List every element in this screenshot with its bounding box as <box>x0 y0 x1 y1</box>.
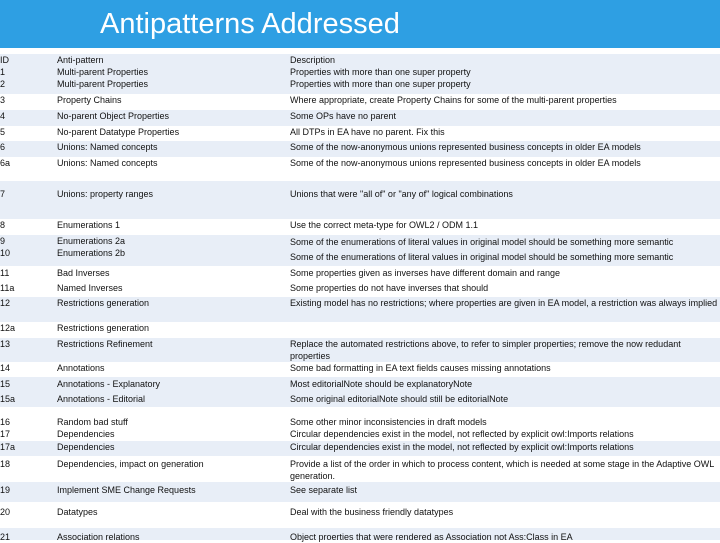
row-id: 15 15a <box>0 379 16 404</box>
row-description: Object proerties that were rendered as Association not Ass:Class in EA <box>290 532 573 542</box>
row-id: 3 <box>0 95 6 105</box>
row-antipattern: No-parent Datatype Properties <box>57 127 180 137</box>
table-row <box>0 482 720 502</box>
row-id: 9 10 <box>0 236 11 258</box>
table-row <box>0 338 720 362</box>
table-row <box>0 110 720 126</box>
row-antipattern: Bad Inverses Named Inverses <box>57 268 123 293</box>
title-bar <box>0 0 720 48</box>
row-description: Some other minor inconsistencies in draft models Circular dependencies exist in the model, not reflected by explicit owl:Imports relations <box>290 417 634 439</box>
row-antipattern: Unions: Named concepts <box>57 158 158 168</box>
row-description: Some OPs have no parent <box>290 111 397 121</box>
row-antipattern: Random bad stuff Dependencies <box>57 417 128 439</box>
row-description: Use the correct meta-type for OWL2 / ODM 1.1 <box>290 220 479 230</box>
row-id: 20 <box>0 507 11 517</box>
row-antipattern: Unions: property ranges <box>57 189 154 199</box>
row-antipattern: Implement SME Change Requests <box>57 485 196 495</box>
row-id: 13 <box>0 339 11 349</box>
row-antipattern: Dependencies, impact on generation <box>57 459 204 469</box>
row-description: Deal with the business friendly datatypes <box>290 507 454 517</box>
row-antipattern: Enumerations 2a Enumerations 2b <box>57 236 126 258</box>
row-description: See separate list <box>290 485 358 495</box>
row-description: Some properties given as inverses have different domain and range Some properties do not have inverses that should <box>290 268 560 293</box>
table-row <box>0 297 720 322</box>
row-antipattern: Property Chains <box>57 95 122 105</box>
row-antipattern: No-parent Object Properties <box>57 111 170 121</box>
row-antipattern: Anti-pattern Multi-parent Properties Multi-parent Properties <box>57 55 149 89</box>
row-id: 5 <box>0 127 6 137</box>
table-row <box>0 322 720 338</box>
row-antipattern: Restrictions generation <box>57 323 150 333</box>
row-description: Unions that were "all of" or "any of" logical combinations <box>290 189 513 199</box>
row-description: Provide a list of the order in which to process content, which is needed at some stage in the Adaptive OWL generation. <box>290 459 714 481</box>
row-antipattern: Restrictions Refinement <box>57 339 153 349</box>
table-row <box>0 441 720 456</box>
table-row <box>0 416 720 440</box>
row-antipattern: Unions: Named concepts <box>57 142 158 152</box>
row-antipattern: Association relations <box>57 532 140 542</box>
row-description: Some of the enumerations of literal values in original model should be something more semantic Some of the enumerations of literal values in original model should be something more semantic <box>290 237 674 262</box>
row-id: 8 <box>0 220 6 230</box>
table-row <box>0 126 720 141</box>
row-id: 11 11a <box>0 268 15 293</box>
row-id: 7 <box>0 189 6 199</box>
table-row <box>0 54 720 94</box>
row-id: 6 <box>0 142 6 152</box>
row-antipattern: Enumerations 1 <box>57 220 121 230</box>
row-description: Existing model has no restrictions; where properties are given in EA model, a restriction was always implied <box>290 298 718 308</box>
row-id: 12 <box>0 298 11 308</box>
row-id: 4 <box>0 111 6 121</box>
row-description: Some of the now-anonymous unions represented business concepts in older EA models <box>290 158 641 168</box>
row-id: 14 <box>0 363 11 373</box>
row-antipattern: Datatypes <box>57 507 98 517</box>
row-id: 6a <box>0 158 11 168</box>
row-description: Replace the automated restrictions above, to refer to simpler properties; remove the now redudant properties <box>290 339 681 361</box>
row-description: Some bad formatting in EA text fields causes missing annotations <box>290 363 551 373</box>
row-description: Most editorialNote should be explanatoryNote Some original editorialNote should still be editorialNote <box>290 379 509 404</box>
table-row <box>0 181 720 219</box>
row-antipattern: Annotations - Explanatory Annotations - Editorial <box>57 379 161 404</box>
row-description: Description Properties with more than one super property Properties with more than one super property <box>290 55 471 89</box>
row-description: Where appropriate, create Property Chains for some of the multi-parent properties <box>290 95 617 105</box>
table-row <box>0 94 720 110</box>
antipatterns-table <box>0 48 720 540</box>
row-id: 17a <box>0 442 16 452</box>
row-description: Circular dependencies exist in the model, not reflected by explicit owl:Imports relations <box>290 442 634 452</box>
table-row <box>0 266 720 297</box>
page-title: Antipatterns Addressed <box>100 8 400 40</box>
row-id: 18 <box>0 459 11 469</box>
row-id: 21 <box>0 532 11 542</box>
row-description: Some of the now-anonymous unions represented business concepts in older EA models <box>290 142 641 152</box>
table-row <box>0 219 720 235</box>
row-description: All DTPs in EA have no parent. Fix this <box>290 127 445 137</box>
table-row <box>0 235 720 266</box>
table-row <box>0 458 720 482</box>
row-antipattern: Dependencies <box>57 442 115 452</box>
table-row <box>0 362 720 377</box>
row-antipattern: Restrictions generation <box>57 298 150 308</box>
row-antipattern: Annotations <box>57 363 105 373</box>
row-id: 12a <box>0 323 16 333</box>
row-id: 19 <box>0 485 11 495</box>
table-row <box>0 157 720 181</box>
row-id: ID 1 2 <box>0 55 9 89</box>
table-row <box>0 502 720 528</box>
table-row <box>0 377 720 407</box>
table-row <box>0 141 720 157</box>
row-id: 16 17 <box>0 417 11 439</box>
table-row <box>0 528 720 540</box>
